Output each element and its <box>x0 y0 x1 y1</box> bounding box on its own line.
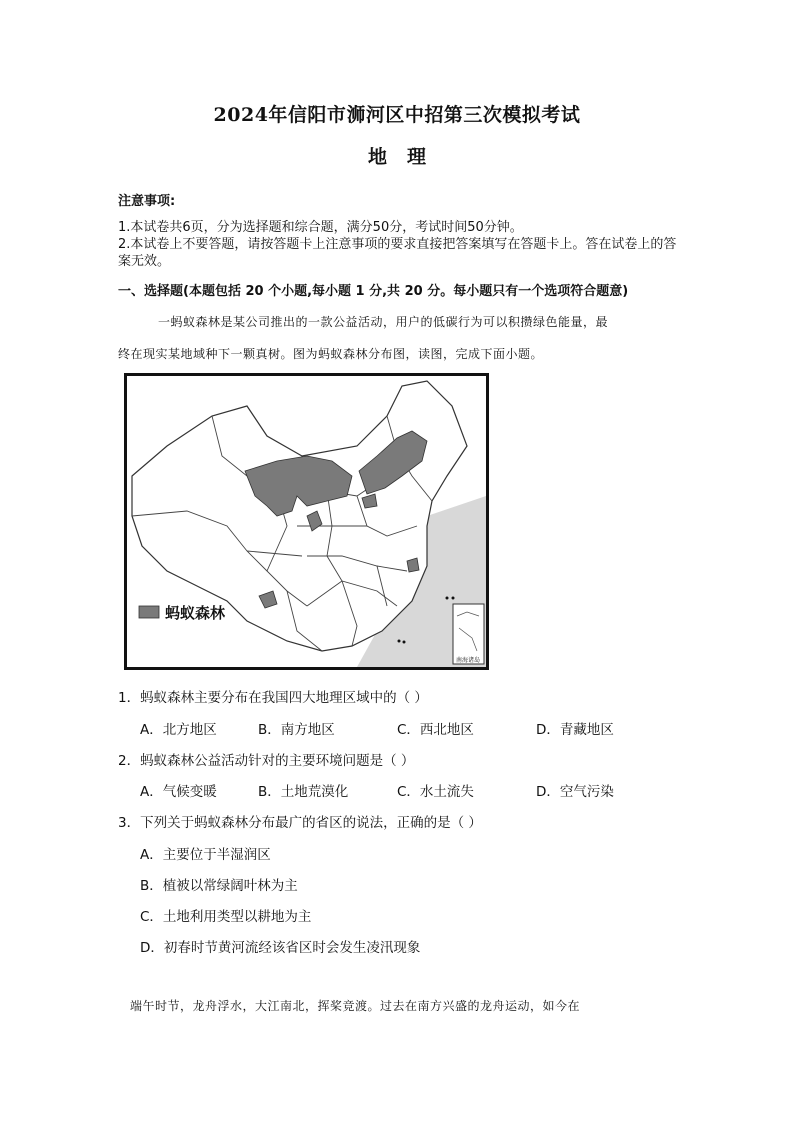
option[interactable]: D．初春时节黄河流经该省区时会发生凌汛现象 <box>140 940 421 956</box>
option[interactable]: A．主要位于半湿润区 <box>140 847 271 863</box>
option[interactable]: A．北方地区 <box>140 722 217 738</box>
option[interactable]: D．青藏地区 <box>536 722 614 738</box>
option[interactable]: B．南方地区 <box>258 722 335 738</box>
option[interactable]: B．植被以常绿阔叶林为主 <box>140 878 298 894</box>
option[interactable]: B．土地荒漠化 <box>258 784 349 800</box>
option[interactable]: C．水土流失 <box>397 784 474 800</box>
map-svg <box>127 376 486 667</box>
option[interactable]: C．西北地区 <box>397 722 474 738</box>
option[interactable]: C．土地利用类型以耕地为主 <box>140 909 312 925</box>
legend-label: 蚂蚁森林 <box>165 604 226 622</box>
section-title: 一、选择题(本题包括 20 个小题,每小题 1 分,共 20 分。每小题只有一个选项符合题意) <box>118 284 629 299</box>
exam-title: 2024年信阳市浉河区中招第三次模拟考试 <box>213 104 581 126</box>
island-dot <box>403 641 406 644</box>
question-stem: 2．蚂蚁森林公益活动针对的主要环境问题是（ ） <box>118 753 415 769</box>
notice-item: 1.本试卷共6页，分为选择题和综合题，满分50分，考试时间50分钟。 <box>118 220 523 235</box>
south-sea-inset <box>453 604 484 664</box>
intro-line: 终在现实某地域种下一颗真树。图为蚂蚁森林分布图，读图，完成下面小题。 <box>118 347 544 361</box>
legend-swatch <box>139 606 159 618</box>
subject-title: 地理 <box>367 146 446 168</box>
inset-label: 南海诸岛 <box>456 657 481 664</box>
notice-heading: 注意事项: <box>118 194 176 209</box>
question-stem: 3．下列关于蚂蚁森林分布最广的省区的说法，正确的是（ ） <box>118 815 482 831</box>
intro-line: 一蚂蚁森林是某公司推出的一款公益活动，用户的低碳行为可以积攒绿色能量，最 <box>158 315 609 329</box>
question-stem: 1．蚂蚁森林主要分布在我国四大地理区域中的（ ） <box>118 690 428 706</box>
island-dot <box>446 597 449 600</box>
option[interactable]: D．空气污染 <box>536 784 614 800</box>
island-dot <box>398 640 401 643</box>
ant-forest-region <box>407 558 419 572</box>
island-dot <box>452 597 455 600</box>
notice-item: 2.本试卷上不要答题，请按答题卡上注意事项的要求直接把答案填写在答题卡上。答在试卷上的答案无效。 <box>118 237 677 269</box>
option[interactable]: A．气候变暖 <box>140 784 217 800</box>
next-passage-text: 端午时节，龙舟浮水，大江南北，挥桨竞渡。过去在南方兴盛的龙舟运动，如今在 <box>130 999 581 1013</box>
ant-forest-map <box>124 373 489 670</box>
